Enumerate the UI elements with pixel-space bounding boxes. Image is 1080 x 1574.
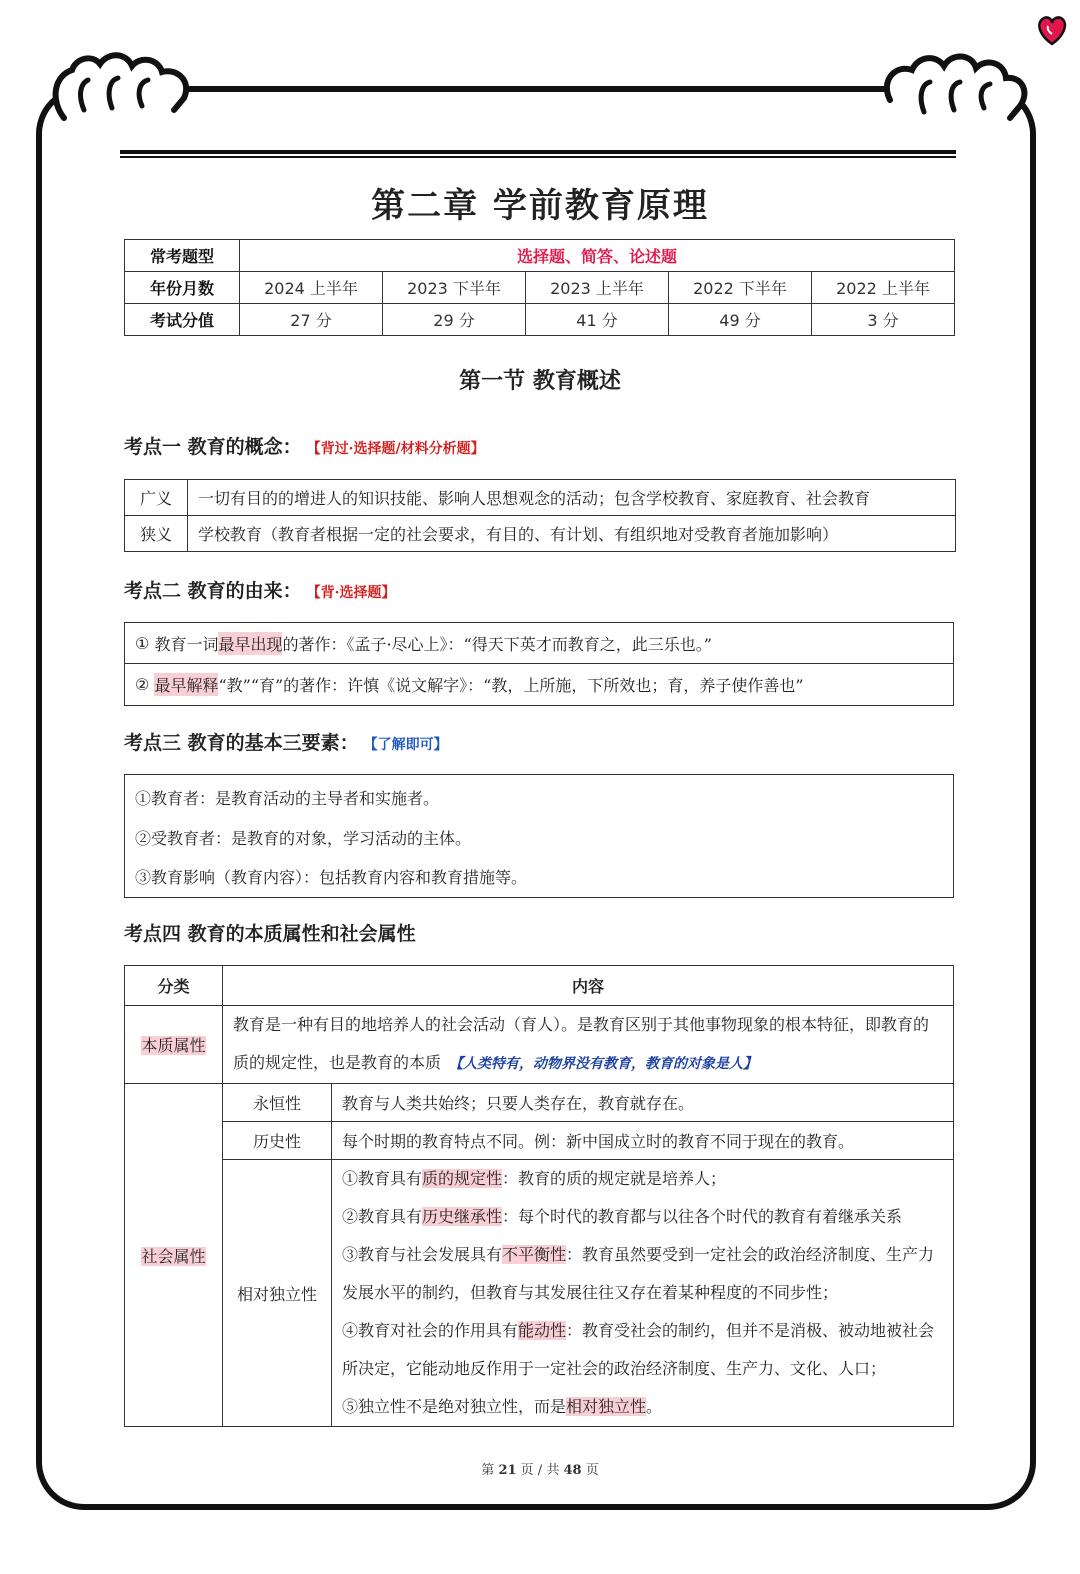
kp3-tag: 【了解即可】: [370, 737, 448, 753]
exam-info-table: [124, 239, 955, 336]
score-cell: 49 分: [669, 304, 812, 336]
page-footer: [0, 1459, 1080, 1478]
list-item: [342, 1236, 943, 1312]
highlight-text: 历史继承性: [422, 1207, 503, 1226]
score-cell: 27 分: [240, 304, 383, 336]
kp4-attributes-table: [124, 965, 954, 1427]
social-label-cell: [125, 1084, 223, 1427]
column-header: 分类: [125, 966, 223, 1006]
item-text: ：教育受社会的制约，但并不是消极、被动地被社会所决定，它能动地反作用于一定社会的政治经济制度、生产力、文化、人口；: [342, 1321, 935, 1378]
cartoon-hand-left-icon: [44, 40, 204, 130]
highlight-text: 最早解释: [154, 673, 218, 696]
kp2-box: [124, 622, 954, 706]
table-row: [125, 304, 955, 336]
header-rule: [120, 150, 956, 158]
item-text: ①教育具有: [342, 1169, 423, 1188]
social-label: 社会属性: [141, 1246, 206, 1266]
highlight-text: 相对独立性: [566, 1397, 647, 1416]
year-label: 年份月数: [125, 272, 240, 304]
list-item: ③教育影响（教育内容）：包括教育内容和教育措施等。: [135, 867, 528, 887]
kp4-heading: [124, 919, 416, 946]
score-cell: 41 分: [526, 304, 669, 336]
cartoon-hand-right-icon: [870, 40, 1040, 130]
history-label: 历史性: [223, 1122, 332, 1160]
table-row: [125, 1084, 954, 1122]
footer-text: 页 / 共: [520, 1463, 560, 1478]
broad-value: 一切有目的的增进人的知识技能、影响人思想观念的活动；包含学校教育、家庭教育、社会教育: [188, 480, 956, 516]
table-row: [125, 1006, 954, 1084]
item-text: ：每个时代的教育都与以往各个时代的教育有着继承关系: [502, 1207, 903, 1226]
chapter-title: 第二章 学前教育原理: [371, 186, 709, 226]
table-row: [125, 480, 956, 516]
heart-icon: [1034, 14, 1070, 48]
list-item: ②受教育者：是教育的对象，学习活动的主体。: [135, 828, 472, 848]
highlight-text: 最早出现: [218, 632, 282, 655]
score-cell: 29 分: [383, 304, 526, 336]
question-type-value: 选择题、简答、论述题: [240, 240, 955, 272]
essence-note: 【人类特有，动物界没有教育，教育的对象是人】: [449, 1056, 758, 1072]
item-text: ②教育具有: [342, 1207, 423, 1226]
section-title: 第一节 教育概述: [459, 369, 621, 394]
kp4-title: 考点四 教育的本质属性和社会属性: [124, 923, 416, 945]
essence-text: 教育是一种有目的地培养人的社会活动（育人）。是教育区别于其他事物现象的根本特征，即教育的质的规定性，也是教育的本质: [233, 1015, 930, 1072]
item-text: ④教育对社会的作用具有: [342, 1321, 519, 1340]
list-item: [125, 623, 953, 664]
narrow-value: 学校教育（教育者根据一定的社会要求，有目的、有计划、有组织地对受教育者施加影响）: [188, 516, 956, 552]
essence-label: 本质属性: [141, 1036, 206, 1055]
item-number: ①: [135, 633, 150, 653]
table-row: [125, 240, 955, 272]
broad-key: 广义: [125, 480, 188, 516]
kp2-title: 考点二 教育的由来：: [124, 580, 302, 602]
relative-label: 相对独立性: [223, 1160, 332, 1427]
kp1-definition-table: [124, 479, 956, 552]
year-cell: 2023 上半年: [526, 272, 669, 304]
item-text: “教”“育”的著作：许慎《说文解字》：“教，上所施，下所效也；育，养子使作善也”: [218, 675, 804, 695]
highlight-text: 不平衡性: [502, 1245, 567, 1264]
item-text: ③教育与社会发展具有: [342, 1245, 503, 1264]
item-number: ②: [135, 674, 150, 694]
year-cell: 2022 下半年: [669, 272, 812, 304]
table-row: [125, 1160, 954, 1427]
score-label: 考试分值: [125, 304, 240, 336]
kp1-title: 考点一 教育的概念：: [124, 436, 302, 458]
kp1-tag: 【背过·选择题/材料分析题】: [313, 441, 485, 457]
year-cell: 2023 下半年: [383, 272, 526, 304]
total-page-number: 48: [563, 1463, 582, 1478]
list-item: [342, 1160, 943, 1198]
narrow-key: 狭义: [125, 516, 188, 552]
kp3-box: [124, 774, 954, 898]
permanence-label: 永恒性: [223, 1084, 332, 1122]
column-header: 内容: [223, 966, 954, 1006]
list-item: ①教育者：是教育活动的主导者和实施者。: [135, 788, 440, 808]
essence-content: [223, 1006, 954, 1084]
list-item: [342, 1312, 943, 1388]
list-item: [342, 1198, 943, 1236]
item-text: 。: [646, 1397, 663, 1416]
item-text: 的著作：《孟子·尽心上》：“得天下英才而教育之，此三乐也。”: [282, 634, 712, 654]
year-cell: 2024 上半年: [240, 272, 383, 304]
current-page-number: 21: [498, 1463, 517, 1478]
kp3-title: 考点三 教育的基本三要素：: [124, 732, 359, 754]
kp2-tag: 【背·选择题】: [313, 585, 396, 601]
score-cell: 3 分: [812, 304, 955, 336]
footer-text: 第: [481, 1463, 495, 1478]
table-header-row: [125, 966, 954, 1006]
highlight-text: 质的规定性: [422, 1169, 503, 1188]
table-row: [125, 1122, 954, 1160]
table-row: [125, 272, 955, 304]
question-type-label: 常考题型: [125, 240, 240, 272]
list-item: [342, 1388, 943, 1426]
kp2-heading: [124, 576, 396, 603]
item-text: ：教育的质的规定就是培养人；: [502, 1169, 727, 1188]
item-text: 教育一词: [154, 634, 219, 654]
highlight-text: 能动性: [518, 1321, 567, 1340]
relative-content: [332, 1160, 954, 1427]
kp1-heading: [124, 432, 485, 459]
year-cell: 2022 上半年: [812, 272, 955, 304]
list-item: [125, 664, 953, 704]
kp3-heading: [124, 728, 448, 755]
history-text: 每个时期的教育特点不同。例：新中国成立时的教育不同于现在的教育。: [332, 1122, 954, 1160]
item-text: ：教育虽然要受到一定社会的政治经济制度、生产力发展水平的制约，但教育与其发展往往又存在着某种程度的不同步性；: [342, 1245, 935, 1302]
essence-label-cell: [125, 1006, 223, 1084]
table-row: [125, 516, 956, 552]
permanence-text: 教育与人类共始终；只要人类存在，教育就存在。: [332, 1084, 954, 1122]
footer-text: 页: [585, 1463, 599, 1478]
item-text: ⑤独立性不是绝对独立性，而是: [342, 1397, 567, 1416]
